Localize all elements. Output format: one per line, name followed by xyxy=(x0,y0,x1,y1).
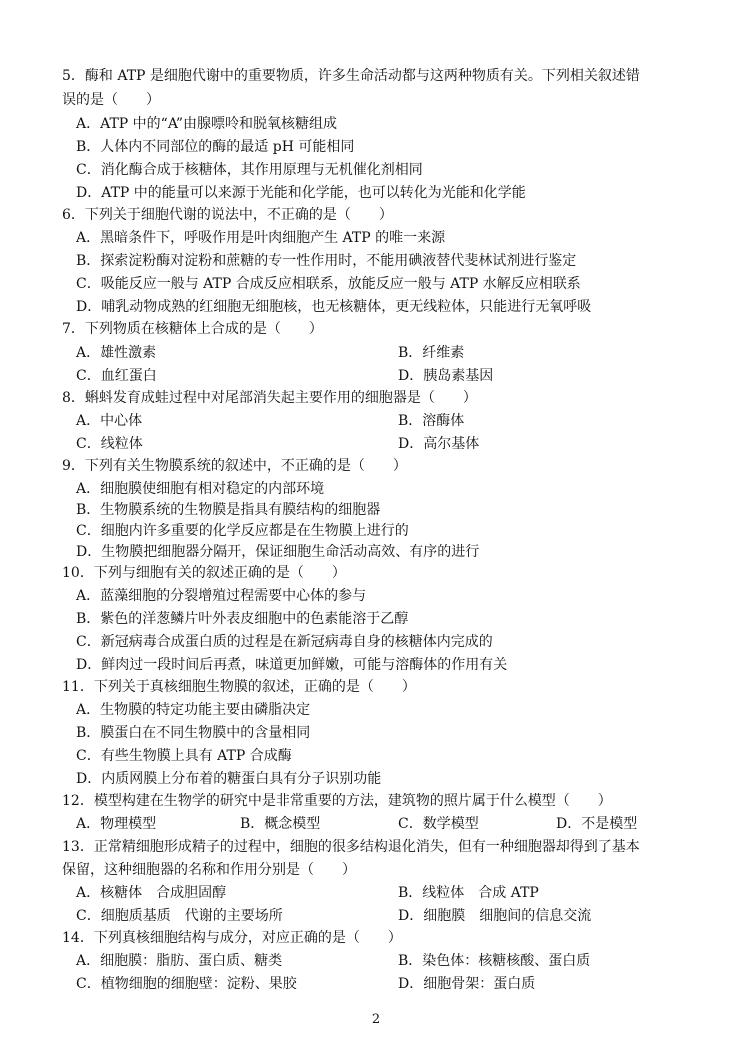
option-a: A．雄性激素 xyxy=(76,345,157,361)
option-a: A．核糖体 合成胆固醇 xyxy=(76,885,227,901)
option-d: D．胰岛素基因 xyxy=(398,368,494,384)
question-stem: 10．下列与细胞有关的叙述正确的是（ ） xyxy=(62,565,346,581)
option-c: C．新冠病毒合成蛋白质的过程是在新冠病毒自身的核糖体内完成的 xyxy=(76,634,493,650)
option-b: B．紫色的洋葱鳞片叶外表皮细胞中的色素能溶于乙醇 xyxy=(76,611,409,627)
option-d: D．高尔基体 xyxy=(398,436,480,452)
option-d: D．生物膜把细胞器分隔开，保证细胞生命活动高效、有序的进行 xyxy=(76,544,480,560)
option-b: B．概念模型 xyxy=(240,816,321,832)
question-stem: 保留，这种细胞器的名称和作用分别是（ ） xyxy=(62,862,356,878)
option-a: A．黑暗条件下，呼吸作用是叶肉细胞产生 ATP 的唯一来源 xyxy=(76,230,446,246)
option-c: C．植物细胞的细胞壁：淀粉、果胶 xyxy=(76,976,297,992)
question-stem: 误的是（ ） xyxy=(62,92,160,108)
question-stem: 12．模型构建在生物学的研究中是非常重要的方法，建筑物的照片属于什么模型（ ） xyxy=(62,793,612,809)
question-stem: 13．正常精细胞形成精子的过程中，细胞的很多结构退化消失，但有一种细胞器却得到了基本 xyxy=(62,839,640,855)
option-d: D．不是模型 xyxy=(556,816,638,832)
option-a: A．细胞膜使细胞有相对稳定的内部环境 xyxy=(76,481,325,497)
option-c: C．细胞质基质 代谢的主要场所 xyxy=(76,908,283,924)
option-b: B．探索淀粉酶对淀粉和蔗糖的专一性作用时，不能用碘液替代斐林试剂进行鉴定 xyxy=(76,253,577,269)
option-c: C．线粒体 xyxy=(76,436,143,452)
question-stem: 14．下列真核细胞结构与成分，对应正确的是（ ） xyxy=(62,930,402,946)
option-c: C．消化酶合成于核糖体，其作用原理与无机催化剂相同 xyxy=(76,162,423,178)
option-d: D．内质网膜上分布着的糖蛋白具有分子识别功能 xyxy=(76,771,382,787)
option-d: D．细胞骨架：蛋白质 xyxy=(398,976,536,992)
question-stem: 8．蝌蚪发育成蛙过程中对尾部消失起主要作用的细胞器是（ ） xyxy=(62,390,477,406)
option-d: D．哺乳动物成熟的红细胞无细胞核，也无核糖体，更无线粒体，只能进行无氧呼吸 xyxy=(76,299,592,315)
question-stem: 11．下列关于真核细胞生物膜的叙述，正确的是（ ） xyxy=(62,679,416,695)
option-b: B．纤维素 xyxy=(398,345,465,361)
question-stem: 6．下列关于细胞代谢的说法中，不正确的是（ ） xyxy=(62,207,393,223)
question-stem: 5．酶和 ATP 是细胞代谢中的重要物质，许多生命活动都与这两种物质有关。下列相关叙述错 xyxy=(62,68,640,84)
page-number: 2 xyxy=(371,1012,381,1027)
option-a: A．中心体 xyxy=(76,413,143,429)
option-d: D．ATP 中的能量可以来源于光能和化学能，也可以转化为光能和化学能 xyxy=(76,185,526,201)
option-b: B．线粒体 合成 ATP xyxy=(398,885,539,901)
option-c: C．细胞内许多重要的化学反应都是在生物膜上进行的 xyxy=(76,523,409,539)
option-c: C．有些生物膜上具有 ATP 合成酶 xyxy=(76,748,292,764)
option-a: A．蓝藻细胞的分裂增殖过程需要中心体的参与 xyxy=(76,588,367,604)
option-a: A．细胞膜：脂肪、蛋白质、糖类 xyxy=(76,953,283,969)
option-a: A．物理模型 xyxy=(76,816,157,832)
option-a: A．ATP 中的“A”由腺嘌呤和脱氧核糖组成 xyxy=(76,116,338,132)
option-c: C．吸能反应一般与 ATP 合成反应相联系，放能反应一般与 ATP 水解反应相联系 xyxy=(76,276,581,292)
option-a: A．生物膜的特定功能主要由磷脂决定 xyxy=(76,702,311,718)
option-c: C．血红蛋白 xyxy=(76,368,157,384)
question-stem: 7．下列物质在核糖体上合成的是（ ） xyxy=(62,321,323,337)
option-c: C．数学模型 xyxy=(398,816,479,832)
option-d: D．细胞膜 细胞间的信息交流 xyxy=(398,908,592,924)
option-d: D．鲜肉过一段时间后再煮，味道更加鲜嫩，可能与溶酶体的作用有关 xyxy=(76,657,508,673)
option-b: B．染色体：核糖核酸、蛋白质 xyxy=(398,953,591,969)
option-b: B．生物膜系统的生物膜是指具有膜结构的细胞器 xyxy=(76,502,381,518)
option-b: B．溶酶体 xyxy=(398,413,465,429)
option-b: B．人体内不同部位的酶的最适 pH 可能相同 xyxy=(76,139,355,155)
option-b: B．膜蛋白在不同生物膜中的含量相同 xyxy=(76,725,311,741)
question-stem: 9．下列有关生物膜系统的叙述中，不正确的是（ ） xyxy=(62,458,407,474)
